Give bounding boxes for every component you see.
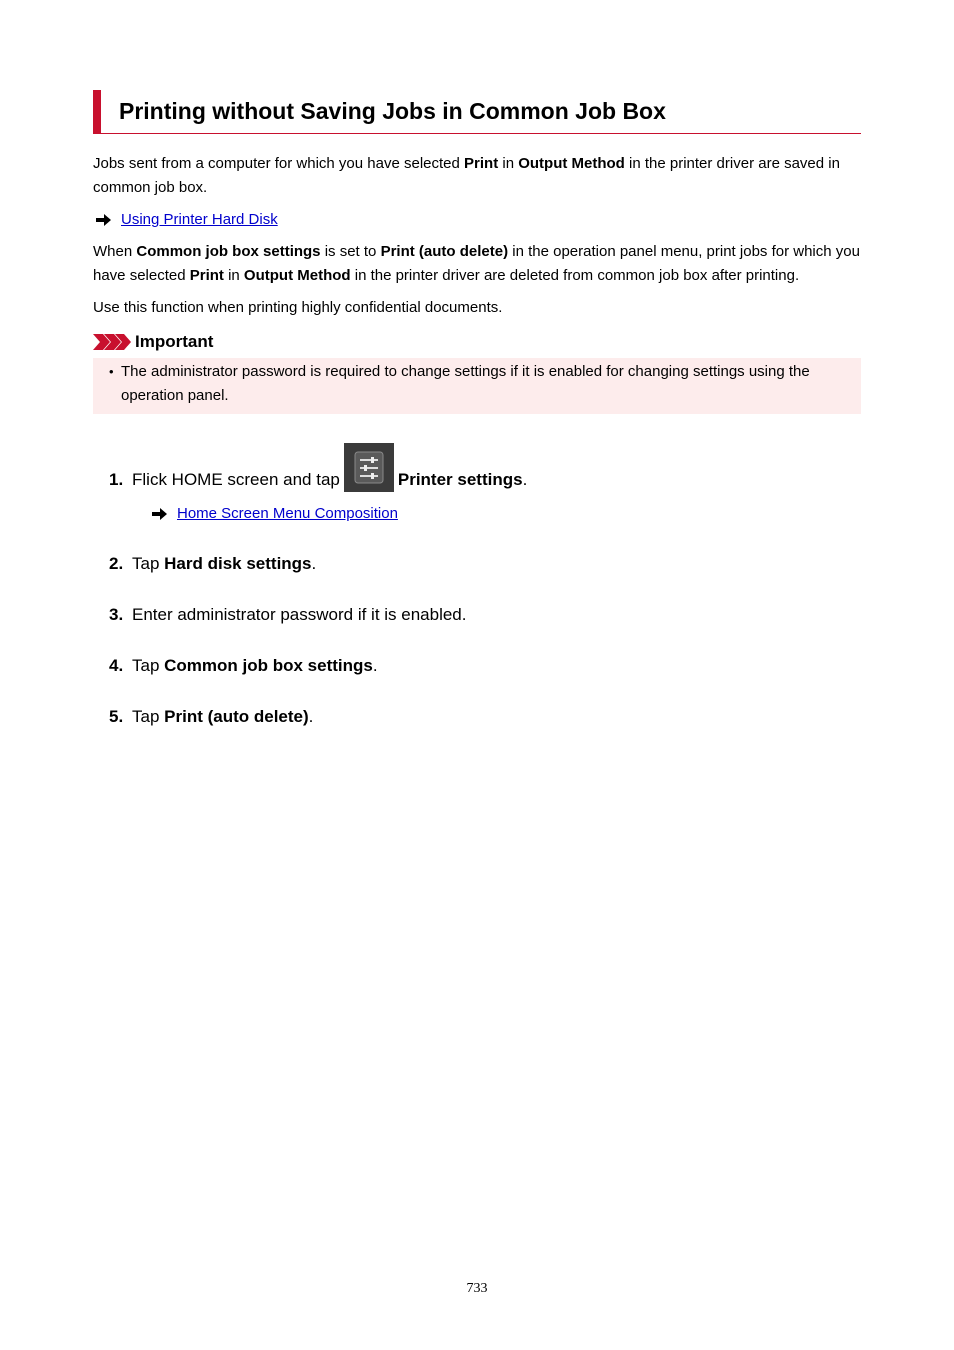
page-number: 733 — [466, 1281, 488, 1296]
arrow-right-icon — [152, 508, 167, 520]
step-2: 2. Tap Hard disk settings. — [109, 554, 317, 573]
important-note: • The administrator password is required to change settings if it is enabled for changing settings using the operation panel. — [109, 360, 857, 408]
title-accent-bar — [93, 90, 101, 133]
page-title: Printing without Saving Jobs in Common Job Box — [119, 98, 666, 124]
related-link-row — [93, 208, 861, 232]
document-page — [93, 90, 861, 730]
using-printer-hard-disk-link[interactable]: Using Printer Hard Disk — [121, 211, 278, 228]
important-chevrons-icon — [93, 334, 131, 350]
step-4: 4. Tap Common job box settings. — [109, 656, 378, 675]
steps-list — [93, 436, 861, 730]
step-1: 1. Flick HOME screen and tap Printer settings . — [93, 436, 861, 492]
home-screen-menu-composition-link[interactable]: Home Screen Menu Composition — [177, 505, 398, 522]
step-5: 5. Tap Print (auto delete). — [109, 707, 314, 726]
usage-paragraph: Use this function when printing highly confidential documents. — [93, 299, 503, 316]
intro-paragraph: Jobs sent from a computer for which you have selected Print in Output Method in the printer driver are saved in common job box. — [93, 155, 840, 196]
step-3: 3. Enter administrator password if it is enabled. — [109, 605, 467, 624]
important-label: Important — [135, 332, 214, 351]
important-heading — [93, 330, 861, 354]
arrow-right-icon — [96, 214, 111, 226]
description-paragraph: When Common job box settings is set to Print (auto delete) in the operation panel menu, print jobs for which you have selected Print in Output Method in the printer driver are deleted from common job box after printing. — [93, 243, 860, 284]
important-box — [93, 358, 861, 414]
printer-settings-icon — [344, 443, 394, 492]
step-1-link-row — [93, 502, 861, 526]
title-section — [93, 90, 861, 134]
